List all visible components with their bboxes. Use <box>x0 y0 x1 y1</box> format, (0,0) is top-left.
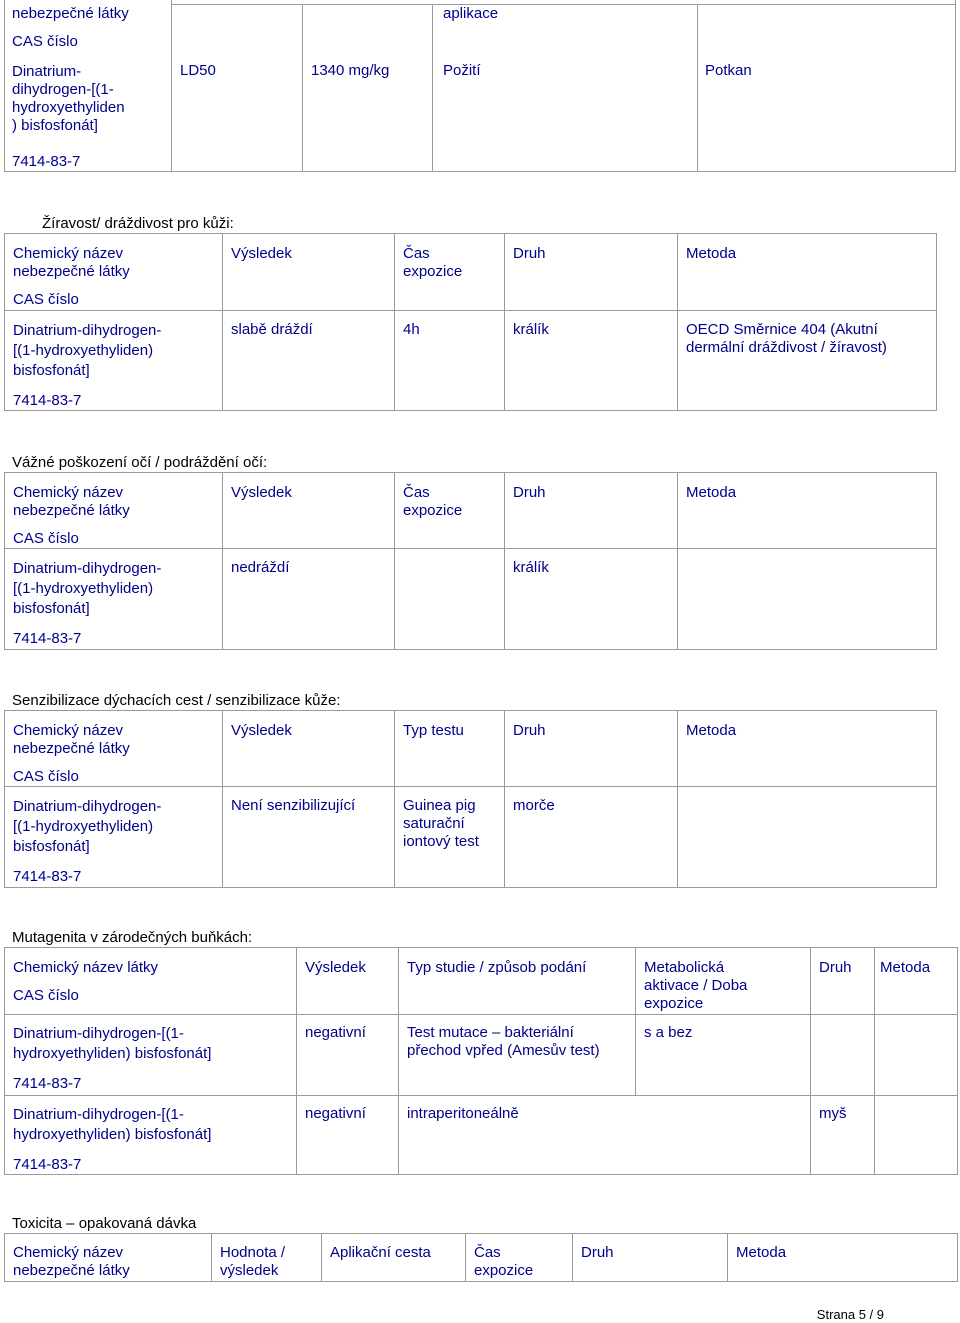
sens-table <box>4 710 937 888</box>
tox-header-name: Chemický název nebezpečné látky <box>5 1234 212 1282</box>
skin-method: OECD Směrnice 404 (Akutní dermální dráždivost / žíravost) <box>678 311 937 411</box>
muta-row-1-result: negativní <box>297 1015 399 1096</box>
eye-header-species: Druh <box>505 473 678 549</box>
substance-name: Dinatrium- dihydrogen-[(1- hydroxyethyliden ) bisfosfonát] <box>12 63 125 134</box>
header-name-partial: nebezpečné látky <box>12 5 129 22</box>
table-border <box>697 4 698 172</box>
muta-header-species: Druh <box>811 948 875 1015</box>
sens-section-title: Senzibilizace dýchacích cest / senzibilizace kůže: <box>12 692 341 709</box>
eye-header-method: Metoda <box>678 473 937 549</box>
eye-substance: Dinatrium-dihydrogen- [(1-hydroxyethyliden) bisfosfonát] 7414-83-7 <box>5 549 223 650</box>
eye-result: nedráždí <box>223 549 395 650</box>
sens-result: Není senzibilizující <box>223 787 395 888</box>
sens-header-species: Druh <box>505 711 678 787</box>
muta-row-1-substance: Dinatrium-dihydrogen-[(1- hydroxyethyliden) bisfosfonát] 7414-83-7 <box>5 1015 297 1096</box>
tox-table <box>4 1233 958 1282</box>
muta-header-study: Typ studie / způsob podání <box>399 948 636 1015</box>
species-value: Potkan <box>705 62 752 79</box>
eye-section-title: Vážné poškození očí / podráždění očí: <box>12 454 268 471</box>
muta-row-2-study: intraperitoneálně <box>399 1096 811 1175</box>
skin-header-time: Čas expozice <box>395 234 505 311</box>
page-number: Strana 5 / 9 <box>816 1307 884 1322</box>
table-border <box>4 0 5 172</box>
muta-row-2-result: negativní <box>297 1096 399 1175</box>
cas-label: CAS číslo <box>12 33 78 50</box>
skin-species: králík <box>505 311 678 411</box>
tox-header-value: Hodnota / výsledek <box>212 1234 322 1282</box>
skin-header-result: Výsledek <box>223 234 395 311</box>
eye-method <box>678 549 937 650</box>
muta-header-activation: Metabolická aktivace / Doba expozice <box>636 948 811 1015</box>
muta-row-2-substance: Dinatrium-dihydrogen-[(1- hydroxyethyliden) bisfosfonát] 7414-83-7 <box>5 1096 297 1175</box>
table-border <box>171 0 172 172</box>
skin-section-title: Žíravost/ dráždivost pro kůži: <box>42 215 234 232</box>
muta-header-name: Chemický název látky CAS číslo <box>5 948 297 1015</box>
eye-header-time: Čas expozice <box>395 473 505 549</box>
table-border <box>4 171 956 172</box>
skin-header-method: Metoda <box>678 234 937 311</box>
eye-header-name: Chemický název nebezpečné látky CAS číslo <box>5 473 223 549</box>
sens-header-test: Typ testu <box>395 711 505 787</box>
table-border <box>171 4 956 5</box>
sens-header-result: Výsledek <box>223 711 395 787</box>
skin-substance: Dinatrium-dihydrogen- [(1-hydroxyethyliden) bisfosfonát] 7414-83-7 <box>5 311 223 411</box>
sens-header-method: Metoda <box>678 711 937 787</box>
muta-row-1-study: Test mutace – bakteriální přechod vpřed (Amesův test) <box>399 1015 636 1096</box>
header-aplikace: aplikace <box>443 5 499 22</box>
muta-row-1-species <box>811 1015 875 1096</box>
skin-header-species: Druh <box>505 234 678 311</box>
eye-species: králík <box>505 549 678 650</box>
eye-time <box>395 549 505 650</box>
table-border <box>432 4 433 172</box>
muta-section-title: Mutagenita v zárodečných buňkách: <box>12 929 253 946</box>
skin-result: slabě dráždí <box>223 311 395 411</box>
sens-method <box>678 787 937 888</box>
sens-header-name: Chemický název nebezpečné látky CAS číslo <box>5 711 223 787</box>
table-border <box>955 0 956 172</box>
skin-table <box>4 233 937 411</box>
skin-time: 4h <box>395 311 505 411</box>
sens-test: Guinea pig saturační iontový test <box>395 787 505 888</box>
tox-header-time: Čas expozice <box>466 1234 573 1282</box>
muta-row-1-activation: s a bez <box>636 1015 811 1096</box>
cas-number: 7414-83-7 <box>12 153 81 170</box>
muta-row-2-species: myš <box>811 1096 875 1175</box>
eye-table <box>4 472 937 650</box>
table-border <box>302 4 303 172</box>
tox-header-method: Metoda <box>728 1234 958 1282</box>
tox-section-title: Toxicita – opakovaná dávka <box>12 1215 197 1232</box>
ld50-value: 1340 mg/kg <box>311 62 390 79</box>
muta-table <box>4 947 958 1175</box>
eye-header-result: Výsledek <box>223 473 395 549</box>
route-value: Požití <box>443 62 481 79</box>
tox-header-species: Druh <box>573 1234 728 1282</box>
muta-header-result: Výsledek <box>297 948 399 1015</box>
skin-header-name: Chemický název nebezpečné látky CAS číslo <box>5 234 223 311</box>
tox-header-route: Aplikační cesta <box>322 1234 466 1282</box>
muta-header-method: Metoda <box>875 948 958 1015</box>
ld50-label: LD50 <box>180 62 216 79</box>
muta-row-2-method <box>875 1096 958 1175</box>
sens-substance: Dinatrium-dihydrogen- [(1-hydroxyethyliden) bisfosfonát] 7414-83-7 <box>5 787 223 888</box>
sens-species: morče <box>505 787 678 888</box>
muta-row-1-method <box>875 1015 958 1096</box>
